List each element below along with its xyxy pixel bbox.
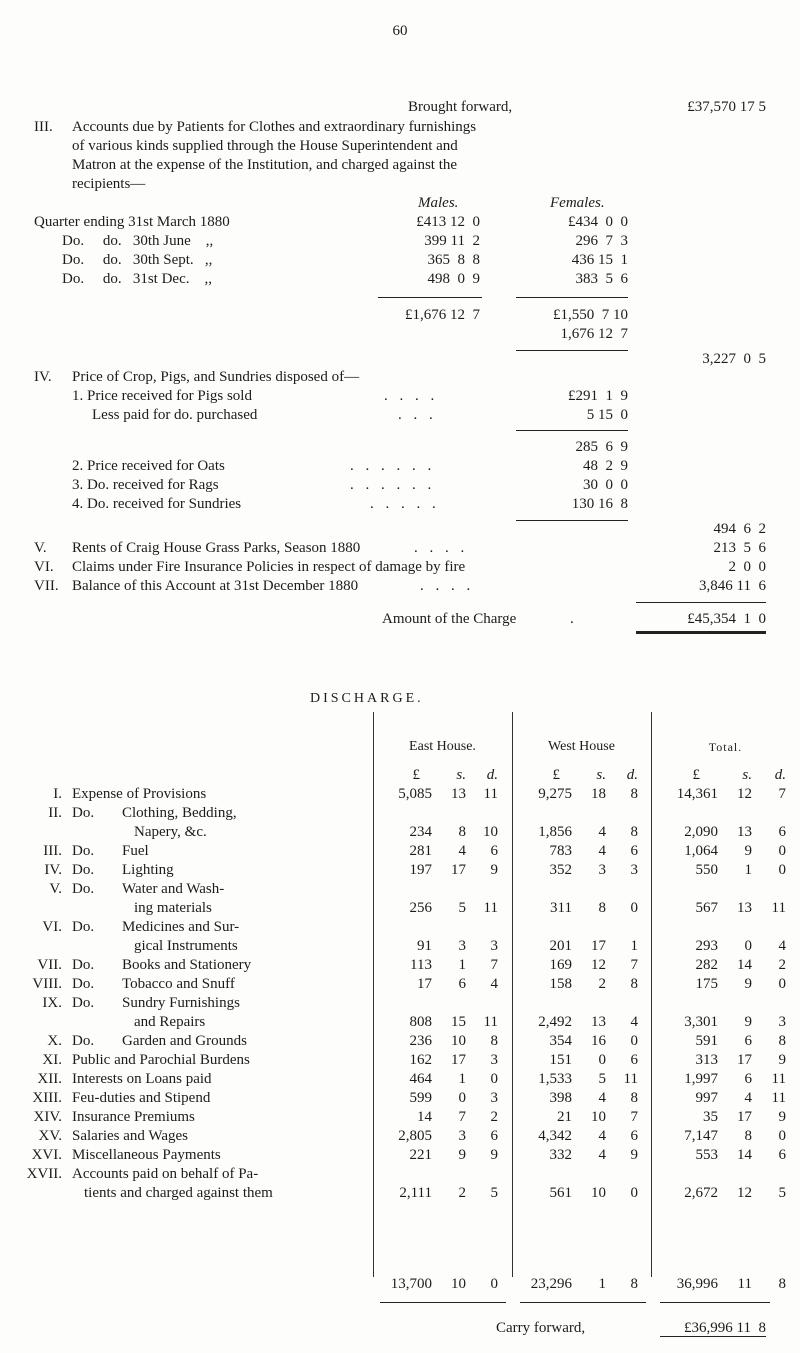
discharge-row-9-east-shillings: 15 <box>451 1014 466 1030</box>
discharge-row-1-numeral: I. <box>53 786 62 802</box>
discharge-row-14-east-shillings: 7 <box>458 1109 466 1125</box>
discharge-row-14-label-1: Insurance Premiums <box>72 1109 195 1125</box>
discharge-row-12-total-pence: 11 <box>771 1071 786 1087</box>
discharge-row-5-total-pence: 11 <box>771 900 786 916</box>
discharge-row-3-total-shillings: 9 <box>744 843 752 859</box>
pigs-net-value: 285 6 9 <box>575 439 628 455</box>
discharge-row-8-west-pence: 8 <box>630 976 638 992</box>
discharge-row-16-east-pence: 9 <box>490 1147 498 1163</box>
quarter-row-1-females: £434 0 0 <box>568 214 628 230</box>
discharge-row-15-west-shillings: 4 <box>598 1128 606 1144</box>
discharge-row-8-ditto: Do. <box>72 976 95 992</box>
discharge-row-11-label-1: Public and Parochial Burdens <box>72 1052 250 1068</box>
quarter-row-3-males: 365 8 8 <box>427 252 480 268</box>
discharge-row-11-total-pounds: 313 <box>695 1052 718 1068</box>
discharge-row-11-east-pence: 3 <box>490 1052 498 1068</box>
discharge-row-13-east-shillings: 0 <box>458 1090 466 1106</box>
quarter-row-4-females: 383 5 6 <box>575 271 628 287</box>
discharge-row-13-total-pounds: 997 <box>695 1090 718 1106</box>
discharge-total-west-pence: 8 <box>630 1276 638 1292</box>
discharge-row-1-east-shillings: 13 <box>451 786 466 802</box>
discharge-row-9-west-shillings: 13 <box>591 1014 606 1030</box>
discharge-row-14-total-pence: 9 <box>778 1109 786 1125</box>
discharge-row-3-label-1: Fuel <box>122 843 149 859</box>
section-iv-amount: 494 6 2 <box>713 521 766 537</box>
discharge-row-6-west-pence: 1 <box>630 938 638 954</box>
discharge-row-17-total-pounds: 2,672 <box>684 1185 718 1201</box>
discharge-row-10-west-shillings: 16 <box>591 1033 606 1049</box>
section-iii-line-3: Matron at the expense of the Institution, and charged against the <box>72 157 458 173</box>
females-total: £1,550 7 10 <box>553 307 628 323</box>
discharge-row-14-east-pounds: 14 <box>417 1109 432 1125</box>
lsd-header-west-shillings: s. <box>596 767 606 783</box>
brought-forward-amount: £37,570 17 5 <box>687 99 766 115</box>
quarter-row-2-label: Do. do. 30th June ,, <box>62 233 214 249</box>
pigs-purchased-value: 5 15 0 <box>586 407 628 423</box>
discharge-row-5-total-shillings: 13 <box>737 900 752 916</box>
col-total: Total. <box>708 740 743 754</box>
section-iii-line-4: recipients— <box>72 176 146 192</box>
discharge-row-15-west-pounds: 4,342 <box>538 1128 572 1144</box>
discharge-total-total-shillings: 11 <box>737 1276 752 1292</box>
discharge-row-6-numeral: VI. <box>42 919 62 935</box>
discharge-row-6-east-pence: 3 <box>490 938 498 954</box>
west-total-rule <box>520 1302 646 1303</box>
discharge-row-8-west-pounds: 158 <box>549 976 572 992</box>
discharge-row-2-total-pence: 6 <box>778 824 786 840</box>
pigs-rule <box>516 430 628 431</box>
discharge-row-14-west-pounds: 21 <box>557 1109 572 1125</box>
discharge-row-1-east-pence: 11 <box>483 786 498 802</box>
discharge-row-3-total-pence: 0 <box>778 843 786 859</box>
discharge-row-7-west-pounds: 169 <box>549 957 572 973</box>
discharge-row-9-west-pounds: 2,492 <box>538 1014 572 1030</box>
discharge-row-2-west-pounds: 1,856 <box>538 824 572 840</box>
discharge-row-7-total-shillings: 14 <box>737 957 752 973</box>
discharge-row-17-east-pence: 5 <box>490 1185 498 1201</box>
discharge-row-5-west-shillings: 8 <box>598 900 606 916</box>
discharge-row-15-total-pounds: 7,147 <box>684 1128 718 1144</box>
discharge-row-17-total-pence: 5 <box>778 1185 786 1201</box>
discharge-row-9-label-2: and Repairs <box>134 1014 206 1030</box>
discharge-row-9-numeral: IX. <box>42 995 62 1011</box>
charge-rule <box>636 602 766 603</box>
discharge-row-14-total-shillings: 17 <box>737 1109 752 1125</box>
discharge-row-16-total-pounds: 553 <box>695 1147 718 1163</box>
discharge-row-9-ditto: Do. <box>72 995 95 1011</box>
discharge-row-16-label-1: Miscellaneous Payments <box>72 1147 221 1163</box>
discharge-row-7-west-shillings: 12 <box>591 957 606 973</box>
discharge-row-16-numeral: XVI. <box>31 1147 62 1163</box>
section-iii-sum-rule <box>516 350 628 351</box>
discharge-row-16-west-pounds: 332 <box>549 1147 572 1163</box>
discharge-row-5-west-pounds: 311 <box>550 900 572 916</box>
discharge-row-6-west-pounds: 201 <box>549 938 572 954</box>
discharge-row-16-west-shillings: 4 <box>598 1147 606 1163</box>
discharge-row-15-numeral: XV. <box>38 1128 62 1144</box>
discharge-row-4-east-shillings: 17 <box>451 862 466 878</box>
discharge-row-1-total-pence: 7 <box>778 786 786 802</box>
discharge-row-5-ditto: Do. <box>72 881 95 897</box>
discharge-row-3-ditto: Do. <box>72 843 95 859</box>
lsd-header-total-pence: d. <box>774 767 786 783</box>
discharge-row-4-west-pounds: 352 <box>549 862 572 878</box>
section-v-label: Rents of Craig House Grass Parks, Season 1880 <box>72 540 361 556</box>
quarter-row-4-males: 498 0 9 <box>427 271 480 287</box>
discharge-row-6-east-pounds: 91 <box>417 938 432 954</box>
discharge-row-12-label-1: Interests on Loans paid <box>72 1071 212 1087</box>
discharge-row-10-west-pounds: 354 <box>549 1033 572 1049</box>
discharge-row-4-east-pence: 9 <box>490 862 498 878</box>
section-vii-amount: 3,846 11 6 <box>699 578 766 594</box>
discharge-row-5-east-shillings: 5 <box>458 900 466 916</box>
females-add-males: 1,676 12 7 <box>560 326 628 342</box>
quarter-row-1-label: Quarter ending 31st March 1880 <box>34 214 230 230</box>
discharge-row-12-west-shillings: 5 <box>598 1071 606 1087</box>
discharge-row-15-east-pounds: 2,805 <box>398 1128 432 1144</box>
discharge-total-west-shillings: 1 <box>598 1276 606 1292</box>
discharge-row-4-ditto: Do. <box>72 862 95 878</box>
discharge-row-2-numeral: II. <box>48 805 62 821</box>
discharge-row-2-east-pounds: 234 <box>409 824 432 840</box>
section-iii-line-2: of various kinds supplied through the House Superintendent and <box>72 138 458 154</box>
discharge-row-3-total-pounds: 1,064 <box>684 843 718 859</box>
discharge-row-10-label-1: Garden and Grounds <box>122 1033 247 1049</box>
discharge-row-1-label-1: Expense of Provisions <box>72 786 207 802</box>
discharge-row-13-west-pounds: 398 <box>549 1090 572 1106</box>
discharge-row-6-label-2: gical Instruments <box>134 938 238 954</box>
discharge-row-12-west-pence: 11 <box>623 1071 638 1087</box>
quarter-row-2-males: 399 11 2 <box>424 233 480 249</box>
discharge-row-17-label-2: tients and charged against them <box>84 1185 273 1201</box>
lsd-header-total-pounds: £ <box>692 767 700 783</box>
discharge-row-6-label-1: Medicines and Sur- <box>122 919 240 935</box>
discharge-row-10-total-pounds: 591 <box>695 1033 718 1049</box>
discharge-row-12-total-pounds: 1,997 <box>684 1071 718 1087</box>
quarter-row-3-label: Do. do. 30th Sept. ,, <box>62 252 213 268</box>
discharge-row-9-west-pence: 4 <box>630 1014 638 1030</box>
discharge-row-10-total-shillings: 6 <box>744 1033 752 1049</box>
discharge-row-11-total-shillings: 17 <box>737 1052 752 1068</box>
section-iv-numeral: IV. <box>34 369 52 385</box>
quarter-row-2-females: 296 7 3 <box>575 233 628 249</box>
charge-total-amount: £45,354 1 0 <box>687 611 766 627</box>
discharge-row-8-label-1: Tobacco and Snuff <box>122 976 235 992</box>
section-iii-numeral: III. <box>34 119 53 135</box>
discharge-row-5-label-1: Water and Wash- <box>122 881 225 897</box>
discharge-row-13-total-pence: 11 <box>771 1090 786 1106</box>
discharge-row-12-east-pence: 0 <box>490 1071 498 1087</box>
discharge-row-13-total-shillings: 4 <box>744 1090 752 1106</box>
discharge-row-17-numeral: XVII. <box>26 1166 62 1182</box>
rags-value: 30 0 0 <box>583 477 628 493</box>
discharge-row-11-east-shillings: 17 <box>451 1052 466 1068</box>
discharge-row-3-west-shillings: 4 <box>598 843 606 859</box>
quarter-row-4-label: Do. do. 31st Dec. ,, <box>62 271 212 287</box>
discharge-row-3-east-pence: 6 <box>490 843 498 859</box>
section-vii-numeral: VII. <box>34 578 59 594</box>
discharge-row-8-east-shillings: 6 <box>458 976 466 992</box>
discharge-row-4-west-shillings: 3 <box>598 862 606 878</box>
discharge-row-2-ditto: Do. <box>72 805 95 821</box>
discharge-row-6-total-pence: 4 <box>778 938 786 954</box>
section-vi-numeral: VI. <box>34 559 54 575</box>
discharge-row-5-east-pounds: 256 <box>409 900 432 916</box>
discharge-title: DISCHARGE. <box>310 691 424 706</box>
discharge-row-3-east-pounds: 281 <box>409 843 432 859</box>
carry-forward-label: Carry forward, <box>496 1320 586 1336</box>
discharge-row-5-total-pounds: 567 <box>695 900 718 916</box>
col-east-house: East House. <box>409 739 476 754</box>
discharge-row-2-total-shillings: 13 <box>737 824 752 840</box>
males-total: £1,676 12 7 <box>405 307 480 323</box>
section-vi-amount: 2 0 0 <box>728 559 766 575</box>
discharge-row-14-west-shillings: 10 <box>591 1109 606 1125</box>
discharge-row-3-west-pence: 6 <box>630 843 638 859</box>
discharge-row-10-numeral: X. <box>47 1033 62 1049</box>
discharge-row-17-west-pence: 0 <box>630 1185 638 1201</box>
discharge-row-17-total-shillings: 12 <box>737 1185 752 1201</box>
discharge-row-2-east-shillings: 8 <box>458 824 466 840</box>
col-west-house: West House <box>548 739 615 754</box>
discharge-row-5-label-2: ing materials <box>134 900 212 916</box>
discharge-row-8-west-shillings: 2 <box>598 976 606 992</box>
discharge-row-8-east-pounds: 17 <box>417 976 432 992</box>
discharge-row-17-label-1: Accounts paid on behalf of Pa- <box>72 1166 259 1182</box>
discharge-row-2-total-pounds: 2,090 <box>684 824 718 840</box>
page-number: 60 <box>392 23 408 39</box>
discharge-row-15-total-pence: 0 <box>778 1128 786 1144</box>
col-females: Females. <box>550 195 605 211</box>
discharge-row-14-west-pence: 7 <box>630 1109 638 1125</box>
discharge-row-4-total-pounds: 550 <box>695 862 718 878</box>
east-column-divider <box>373 712 374 1277</box>
discharge-row-1-total-shillings: 12 <box>737 786 752 802</box>
lsd-header-total-shillings: s. <box>742 767 752 783</box>
discharge-row-17-west-shillings: 10 <box>591 1185 606 1201</box>
sundries-label: 4. Do. received for Sundries <box>72 496 242 512</box>
discharge-row-2-east-pence: 10 <box>483 824 498 840</box>
discharge-row-6-total-shillings: 0 <box>744 938 752 954</box>
carry-forward-rule <box>660 1336 766 1337</box>
discharge-row-4-total-shillings: 1 <box>744 862 752 878</box>
discharge-row-10-east-pounds: 236 <box>409 1033 432 1049</box>
discharge-row-11-west-pounds: 151 <box>549 1052 572 1068</box>
discharge-row-1-east-pounds: 5,085 <box>398 786 432 802</box>
discharge-row-4-label-1: Lighting <box>122 862 174 878</box>
east-total-rule <box>380 1302 506 1303</box>
discharge-row-3-west-pounds: 783 <box>549 843 572 859</box>
west-column-divider <box>512 712 513 1277</box>
discharge-row-11-east-pounds: 162 <box>409 1052 432 1068</box>
discharge-row-2-west-pence: 8 <box>630 824 638 840</box>
discharge-row-16-west-pence: 9 <box>630 1147 638 1163</box>
discharge-row-9-total-pounds: 3,301 <box>684 1014 718 1030</box>
discharge-row-12-numeral: XII. <box>37 1071 62 1087</box>
section-v-numeral: V. <box>34 540 47 556</box>
oats-label: 2. Price received for Oats <box>72 458 225 474</box>
carry-forward-amount: £36,996 11 8 <box>684 1320 766 1336</box>
discharge-row-10-east-shillings: 10 <box>451 1033 466 1049</box>
discharge-row-9-total-pence: 3 <box>778 1014 786 1030</box>
discharge-row-7-numeral: VII. <box>37 957 62 973</box>
discharge-row-1-west-pounds: 9,275 <box>538 786 572 802</box>
discharge-row-12-east-shillings: 1 <box>458 1071 466 1087</box>
discharge-row-12-total-shillings: 6 <box>744 1071 752 1087</box>
discharge-total-east-pence: 0 <box>490 1276 498 1292</box>
discharge-row-3-east-shillings: 4 <box>458 843 466 859</box>
discharge-row-4-west-pence: 3 <box>630 862 638 878</box>
discharge-row-15-east-shillings: 3 <box>458 1128 466 1144</box>
discharge-row-12-west-pounds: 1,533 <box>538 1071 572 1087</box>
lsd-header-east-pence: d. <box>486 767 498 783</box>
quarter-row-3-females: 436 15 1 <box>571 252 628 268</box>
rags-label: 3. Do. received for Rags <box>72 477 219 493</box>
quarter-row-1-males: £413 12 0 <box>416 214 480 230</box>
discharge-row-17-west-pounds: 561 <box>549 1185 572 1201</box>
total-column-divider <box>651 712 652 1277</box>
discharge-total-east-shillings: 10 <box>451 1276 466 1292</box>
discharge-row-11-total-pence: 9 <box>778 1052 786 1068</box>
discharge-row-2-label-2: Napery, &c. <box>134 824 207 840</box>
discharge-row-11-west-shillings: 0 <box>598 1052 606 1068</box>
lsd-header-west-pounds: £ <box>552 767 560 783</box>
total-total-rule <box>660 1302 770 1303</box>
discharge-total-total-pence: 8 <box>778 1276 786 1292</box>
discharge-row-9-east-pence: 11 <box>483 1014 498 1030</box>
discharge-row-16-east-pounds: 221 <box>409 1147 432 1163</box>
charge-total-label: Amount of the Charge <box>382 611 517 627</box>
discharge-row-1-west-shillings: 18 <box>591 786 606 802</box>
discharge-row-8-total-shillings: 9 <box>744 976 752 992</box>
discharge-row-13-west-shillings: 4 <box>598 1090 606 1106</box>
discharge-row-10-ditto: Do. <box>72 1033 95 1049</box>
discharge-row-14-total-pounds: 35 <box>703 1109 718 1125</box>
discharge-row-1-west-pence: 8 <box>630 786 638 802</box>
pigs-sold-value: £291 1 9 <box>568 388 628 404</box>
discharge-row-15-label-1: Salaries and Wages <box>72 1128 188 1144</box>
discharge-row-13-east-pence: 3 <box>490 1090 498 1106</box>
discharge-row-2-west-shillings: 4 <box>598 824 606 840</box>
discharge-row-15-east-pence: 6 <box>490 1128 498 1144</box>
discharge-row-9-east-pounds: 808 <box>409 1014 432 1030</box>
discharge-row-6-east-shillings: 3 <box>458 938 466 954</box>
discharge-row-14-east-pence: 2 <box>490 1109 498 1125</box>
discharge-row-7-ditto: Do. <box>72 957 95 973</box>
sundries-value: 130 16 8 <box>571 496 628 512</box>
col-males: Males. <box>418 195 459 211</box>
discharge-row-16-east-shillings: 9 <box>458 1147 466 1163</box>
section-iii-line-1: Accounts due by Patients for Clothes and extraordinary furnishings <box>72 119 477 135</box>
section-iii-amount: 3,227 0 5 <box>702 351 766 367</box>
discharge-row-7-west-pence: 7 <box>630 957 638 973</box>
discharge-row-13-label-1: Feu-duties and Stipend <box>72 1090 211 1106</box>
discharge-row-14-numeral: XIV. <box>33 1109 62 1125</box>
discharge-row-11-west-pence: 6 <box>630 1052 638 1068</box>
discharge-row-8-east-pence: 4 <box>490 976 498 992</box>
discharge-total-west-pounds: 23,296 <box>530 1276 572 1292</box>
discharge-row-10-east-pence: 8 <box>490 1033 498 1049</box>
discharge-row-10-total-pence: 8 <box>778 1033 786 1049</box>
brought-forward-label: Brought forward, <box>408 99 513 115</box>
females-rule <box>516 297 628 298</box>
discharge-row-1-total-pounds: 14,361 <box>676 786 718 802</box>
charge-double-rule <box>636 631 766 634</box>
discharge-row-13-east-pounds: 599 <box>409 1090 432 1106</box>
section-iv-title: Price of Crop, Pigs, and Sundries disposed of— <box>72 369 360 385</box>
discharge-row-2-label-1: Clothing, Bedding, <box>122 805 237 821</box>
oats-value: 48 2 9 <box>583 458 628 474</box>
section-vii-label: Balance of this Account at 31st December 1880 <box>72 578 359 594</box>
section-v-amount: 213 5 6 <box>713 540 766 556</box>
discharge-row-11-numeral: XI. <box>42 1052 62 1068</box>
discharge-row-4-east-pounds: 197 <box>409 862 432 878</box>
discharge-row-16-total-shillings: 14 <box>737 1147 752 1163</box>
discharge-row-13-west-pence: 8 <box>630 1090 638 1106</box>
discharge-row-7-label-1: Books and Stationery <box>122 957 252 973</box>
discharge-row-7-east-shillings: 1 <box>458 957 466 973</box>
discharge-row-4-total-pence: 0 <box>778 862 786 878</box>
discharge-row-10-west-pence: 0 <box>630 1033 638 1049</box>
discharge-row-4-numeral: IV. <box>44 862 62 878</box>
section-iv-rule <box>516 520 628 521</box>
discharge-row-9-label-1: Sundry Furnishings <box>122 995 240 1011</box>
discharge-row-6-west-shillings: 17 <box>591 938 606 954</box>
discharge-row-7-total-pence: 2 <box>778 957 786 973</box>
discharge-row-5-west-pence: 0 <box>630 900 638 916</box>
discharge-row-8-numeral: VIII. <box>32 976 62 992</box>
discharge-total-east-pounds: 13,700 <box>390 1276 432 1292</box>
discharge-row-13-numeral: XIII. <box>32 1090 62 1106</box>
discharge-row-3-numeral: III. <box>43 843 62 859</box>
discharge-row-5-east-pence: 11 <box>483 900 498 916</box>
discharge-row-6-ditto: Do. <box>72 919 95 935</box>
discharge-row-8-total-pence: 0 <box>778 976 786 992</box>
discharge-row-16-total-pence: 6 <box>778 1147 786 1163</box>
discharge-total-total-pounds: 36,996 <box>676 1276 718 1292</box>
discharge-row-7-total-pounds: 282 <box>695 957 718 973</box>
discharge-row-8-total-pounds: 175 <box>695 976 718 992</box>
section-vi-label: Claims under Fire Insurance Policies in respect of damage by fire <box>72 559 466 575</box>
discharge-row-17-east-shillings: 2 <box>458 1185 466 1201</box>
discharge-row-9-total-shillings: 9 <box>744 1014 752 1030</box>
pigs-sold-label: 1. Price received for Pigs sold <box>72 388 252 404</box>
discharge-row-15-west-pence: 6 <box>630 1128 638 1144</box>
discharge-row-12-east-pounds: 464 <box>409 1071 432 1087</box>
discharge-row-7-east-pence: 7 <box>490 957 498 973</box>
discharge-row-17-east-pounds: 2,111 <box>399 1185 432 1201</box>
lsd-header-east-shillings: s. <box>456 767 466 783</box>
lsd-header-west-pence: d. <box>626 767 638 783</box>
discharge-row-6-total-pounds: 293 <box>695 938 718 954</box>
discharge-row-7-east-pounds: 113 <box>410 957 432 973</box>
males-rule <box>378 297 482 298</box>
pigs-purchased-label: Less paid for do. purchased <box>92 407 258 423</box>
lsd-header-east-pounds: £ <box>412 767 420 783</box>
discharge-row-5-numeral: V. <box>49 881 62 897</box>
discharge-row-15-total-shillings: 8 <box>744 1128 752 1144</box>
